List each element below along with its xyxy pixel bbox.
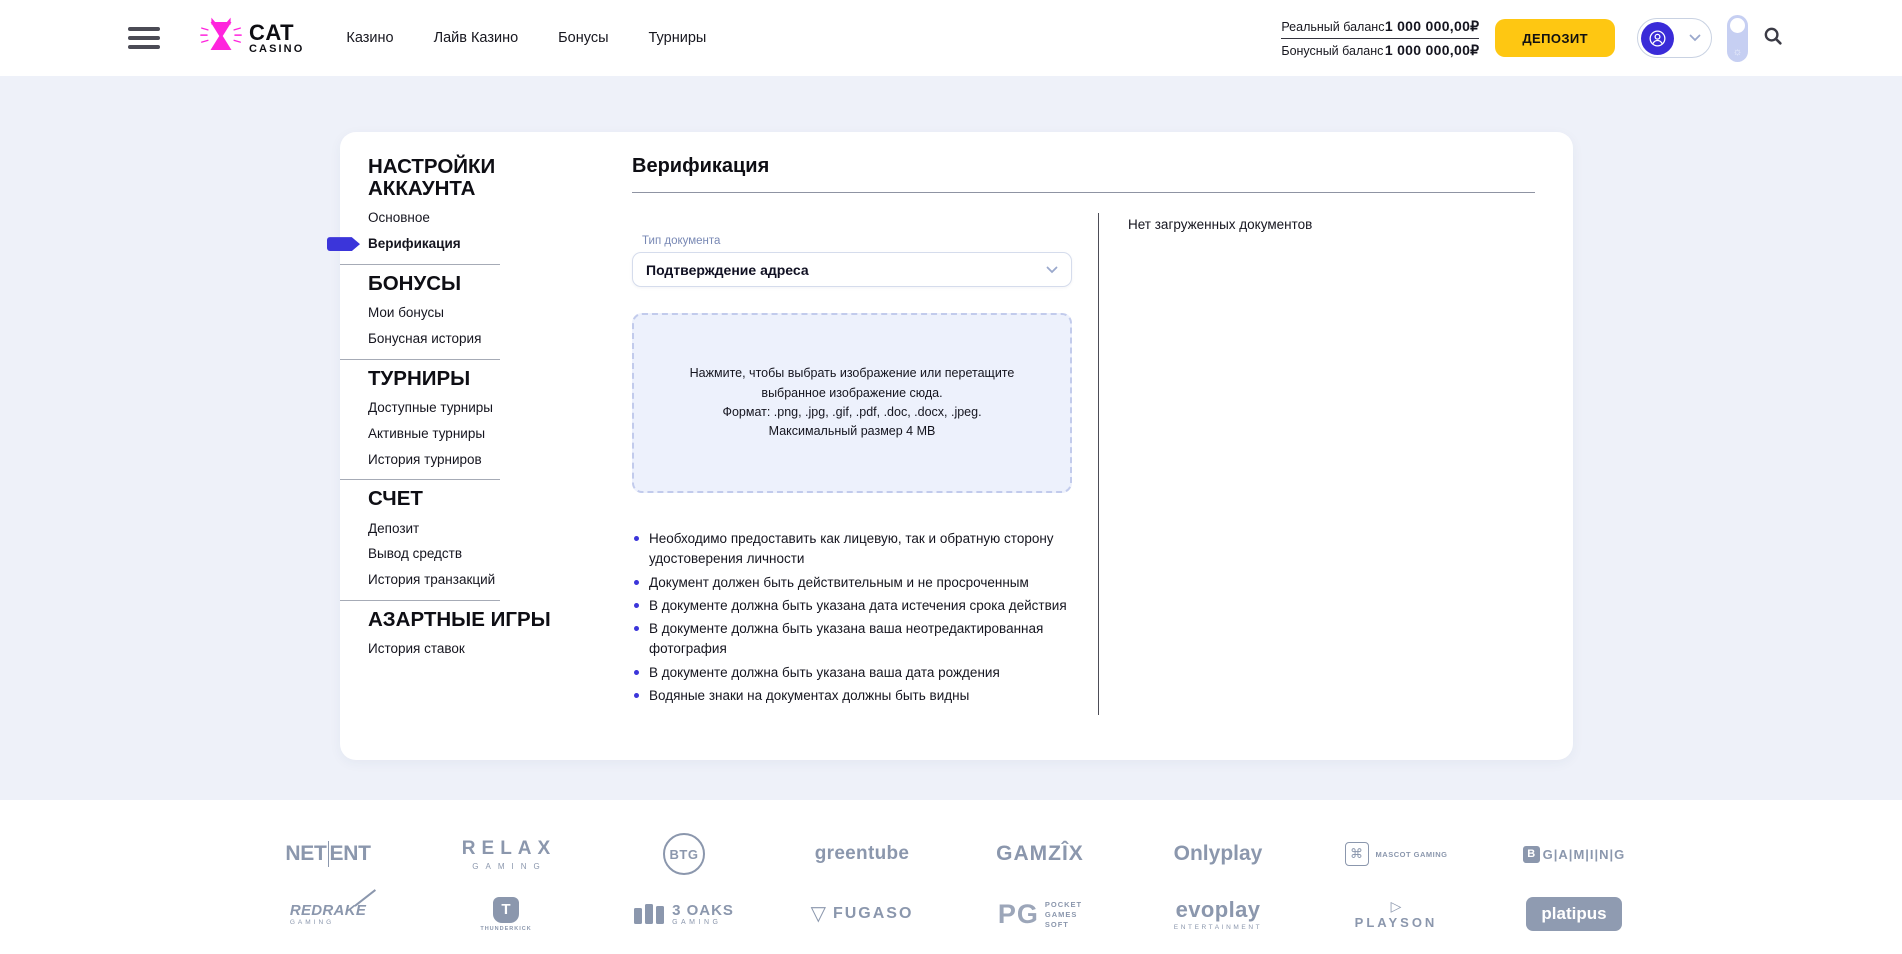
sidebar-item-available-tournaments[interactable]: Доступные турниры (368, 399, 494, 415)
requirement-item: В документе должна быть указана ваша дата рождения (632, 663, 1094, 683)
vertical-divider (1098, 213, 1099, 715)
active-item-arrow-icon (327, 237, 360, 251)
requirement-item: Необходимо предоставить как лицевую, так и обратную сторону удостоверения личности (632, 529, 1094, 570)
sidebar-item-transaction-history[interactable]: История транзакций (368, 572, 496, 588)
provider-logo-bgaming: B G|A|M|I|N|G (1485, 820, 1663, 888)
dropzone-max-size: Максимальный размер 4 МВ (768, 424, 936, 439)
provider-logo-evoplay: evoplay ENTERTAINMENT (1173, 897, 1263, 931)
nav-item-bonuses[interactable]: Бонусы (558, 30, 609, 46)
provider-logo-fugaso: ▽ FUGASO (810, 903, 914, 925)
fugaso-triangle-icon: ▽ (810, 903, 826, 925)
cat-logo-icon (200, 16, 242, 61)
sidebar-section-title-account-money: СЧЕТ (368, 487, 423, 511)
sun-icon: ☼ (1732, 46, 1743, 59)
cat-casino-logo[interactable] (200, 16, 304, 61)
requirement-item: Водяные знаки на документах должны быть видны (632, 686, 1094, 706)
provider-logo-pocket-games-soft: PG POCKET GAMES SOFT (997, 898, 1083, 929)
document-type-label: Тип документа (642, 235, 721, 247)
provider-logo-mascot-gaming: ⌘ MASCOT GAMING (1307, 820, 1485, 888)
sidebar-item-withdrawal[interactable]: Вывод средств (368, 546, 463, 562)
real-balance-value: 1 000 000,00₽ (1384, 17, 1480, 34)
sidebar-divider (340, 479, 500, 480)
sidebar-item-my-bonuses[interactable]: Мои бонусы (368, 305, 444, 321)
document-type-select[interactable] (632, 252, 1072, 287)
provider-logo-3-oaks: 3 OAKS GAMING (595, 888, 773, 940)
account-sidebar (340, 132, 598, 668)
no-documents-message: Нет загруженных документов (1128, 217, 1313, 232)
bonus-balance-row (1281, 39, 1479, 62)
sidebar-item-deposit[interactable]: Депозит (368, 520, 420, 536)
provider-logo-red-rake: REDRAKE GAMING (289, 902, 367, 926)
sidebar-item-active-tournaments[interactable]: Активные турниры (368, 425, 486, 441)
user-avatar-icon (1641, 22, 1674, 55)
requirement-item: В документе должна быть указана ваша неотредактированная фотография (632, 619, 1094, 660)
provider-logo-gamzix: GAMZÎX (996, 842, 1084, 865)
real-balance-label: Реальный баланс (1281, 19, 1385, 34)
page-title: Верификация (632, 155, 770, 177)
mascot-mark-icon: ⌘ (1345, 842, 1369, 866)
sidebar-item-bet-history[interactable]: История ставок (368, 641, 465, 657)
provider-logo-onlyplay: Onlyplay (1173, 842, 1263, 865)
sidebar-item-bonus-history[interactable]: Бонусная история (368, 330, 482, 346)
provider-logo-greentube: greentube (814, 843, 910, 864)
chevron-down-icon (1689, 29, 1701, 47)
real-balance-row (1281, 15, 1479, 39)
providers-footer (0, 800, 1902, 954)
sidebar-item-tournament-history[interactable]: История турниров (368, 451, 482, 467)
bonus-balance-value: 1 000 000,00₽ (1384, 41, 1480, 58)
main-area (0, 76, 1902, 800)
playson-play-icon: ▷ (1390, 897, 1402, 914)
file-dropzone[interactable] (632, 313, 1072, 493)
sidebar-section-title-account: НАСТРОЙКИ АККАУНТА (368, 155, 496, 201)
account-settings-card (340, 132, 1573, 760)
dropzone-instruction: Нажмите, чтобы выбрать изображение или перетащите выбранное изображение сюда. (689, 366, 1015, 400)
toggle-knob (1730, 18, 1745, 33)
search-button[interactable] (1762, 25, 1784, 52)
requirement-item: В документе должна быть указана дата истечения срока действия (632, 596, 1094, 616)
provider-logo-relax-gaming: RELAX GAMING (461, 837, 557, 871)
nav-item-live-casino[interactable]: Лайв Казино (433, 30, 519, 46)
three-oaks-cards-icon (634, 904, 664, 924)
logo-text-cat: CAT (249, 19, 295, 45)
requirement-item: Документ должен быть действительным и не просроченным (632, 573, 1094, 593)
sidebar-item-verification[interactable]: Верификация (368, 237, 598, 252)
top-header (0, 0, 1902, 76)
upload-form-column (632, 209, 1072, 706)
deposit-button[interactable]: ДЕПОЗИТ (1495, 19, 1615, 57)
dropzone-formats: Формат: .png, .jpg, .gif, .pdf, .doc, .docx, .jpeg. (722, 405, 982, 419)
nav-item-casino[interactable]: Казино (346, 30, 394, 46)
sidebar-divider (340, 264, 500, 265)
provider-logo-netent: NET ENT (285, 842, 371, 865)
search-icon (1762, 25, 1784, 52)
provider-logo-thunderkick: T THUNDERKICK (417, 888, 595, 940)
dropdown-chevron-icon (1046, 261, 1058, 279)
requirements-list (632, 529, 1094, 706)
provider-logo-big-time-gaming: BTG (595, 820, 773, 888)
main-nav (346, 30, 706, 46)
bonus-balance-label: Бонусный баланс (1281, 43, 1384, 58)
title-divider (632, 192, 1535, 193)
provider-logo-playson: ▷ PLAYSON (1354, 897, 1438, 930)
verification-content (632, 132, 1535, 709)
sidebar-divider (340, 359, 500, 360)
document-type-selected-value: Подтверждение адреса (646, 261, 809, 278)
sidebar-section-title-gambling: АЗАРТНЫЕ ИГРЫ (368, 608, 551, 632)
sidebar-section-title-tournaments: ТУРНИРЫ (368, 366, 471, 390)
theme-toggle[interactable] (1727, 15, 1748, 62)
profile-menu-button[interactable] (1637, 18, 1712, 58)
sidebar-item-main[interactable]: Основное (368, 210, 430, 226)
balance-block (1281, 15, 1479, 62)
logo-text-casino: CASINO (249, 42, 305, 55)
sidebar-divider (340, 600, 500, 601)
nav-item-tournaments[interactable]: Турниры (648, 30, 707, 46)
provider-logo-platipus: platipus (1485, 888, 1663, 940)
sidebar-section-title-bonuses: БОНУСЫ (368, 271, 462, 295)
hamburger-menu-icon[interactable] (128, 27, 160, 49)
